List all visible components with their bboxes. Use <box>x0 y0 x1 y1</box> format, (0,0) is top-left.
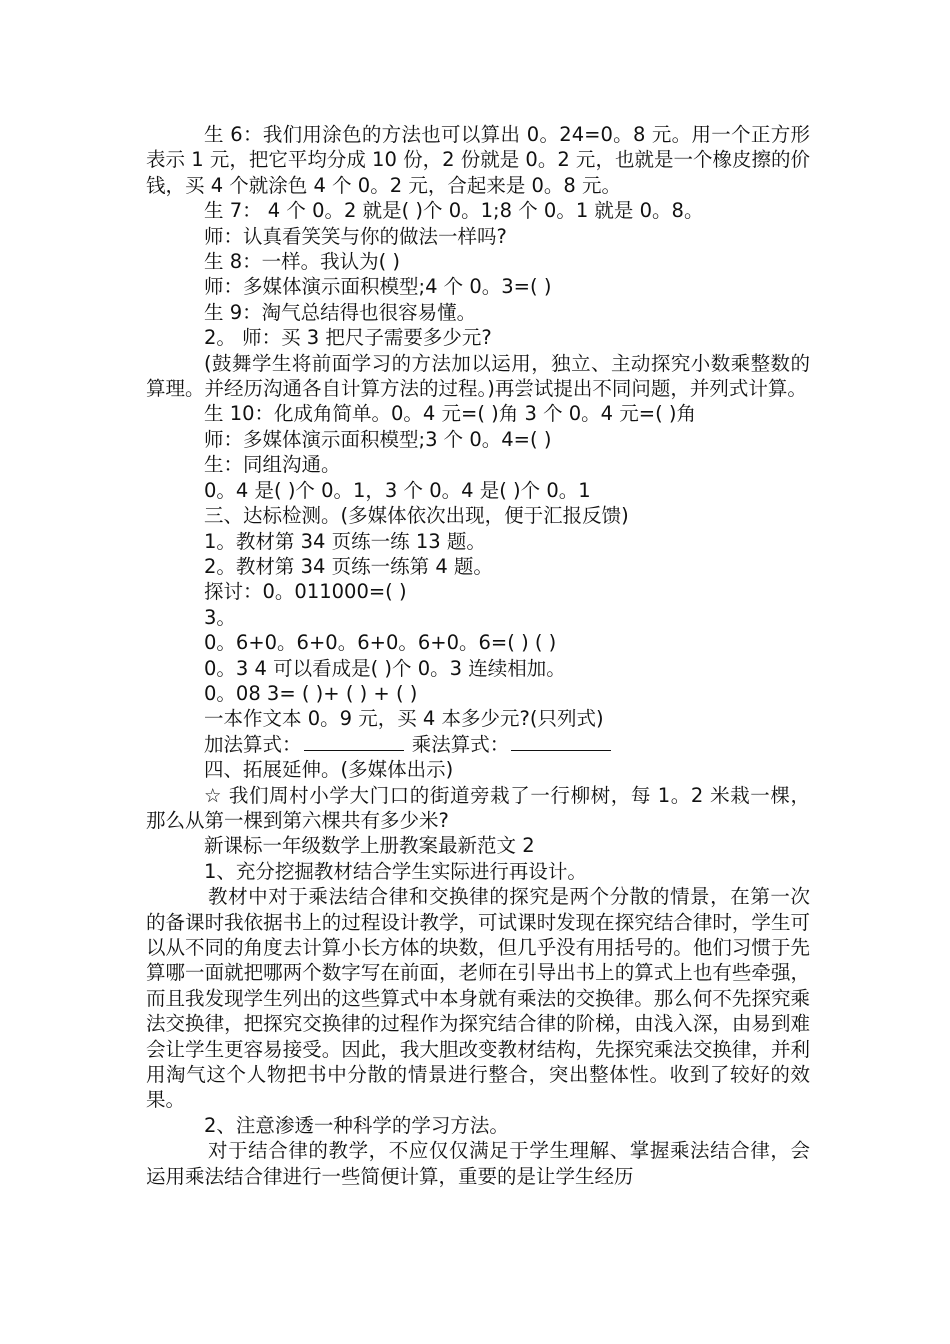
section-heading: 四、拓展延伸。(多媒体出示) <box>204 758 454 782</box>
paragraph: 生 10：化成角简单。0。4 元=( )角 3 个 0。4 元=( )角 <box>204 402 697 426</box>
paragraph: 师：认真看笑笑与你的做法一样吗? <box>204 224 507 248</box>
mul-formula-label: 乘法算式： <box>411 732 510 756</box>
paragraph: 生 7： 4 个 0。2 就是( )个 0。1;8 个 0。1 就是 0。8。 <box>204 199 704 223</box>
paragraph: 3。 <box>204 605 236 629</box>
section-heading: 三、达标检测。(多媒体依次出现，便于汇报反馈) <box>204 504 629 528</box>
mul-formula-blank <box>511 732 611 751</box>
paragraph: (鼓舞学生将前面学习的方法加以运用，独立、主动探究小数乘整数的算理。并经历沟通各自计算方法的过程。)再尝试提出不同问题，并列式计算。 <box>146 351 810 401</box>
section-heading: 1、充分挖掘教材结合学生实际进行再设计。 <box>204 859 587 883</box>
section-heading: 2、注意渗透一种科学的学习方法。 <box>204 1113 509 1137</box>
paragraph: 2。教材第 34 页练一练第 4 题。 <box>204 554 493 578</box>
paragraph: 1。教材第 34 页练一练 13 题。 <box>204 529 486 553</box>
paragraph: 师：多媒体演示面积模型;3 个 0。4=( ) <box>204 427 552 451</box>
paragraph: 0。6+0。6+0。6+0。6+0。6=( ) ( ) <box>204 631 557 655</box>
paragraph: 0。3 4 可以看成是( )个 0。3 连续相加。 <box>204 656 566 680</box>
paragraph: 师：多媒体演示面积模型;4 个 0。3=( ) <box>204 275 552 299</box>
document-title: 新课标一年级数学上册教案最新范文 2 <box>204 834 535 858</box>
paragraph: 生 9：淘气总结得也很容易懂。 <box>204 300 477 324</box>
add-formula-blank <box>304 732 404 751</box>
paragraph: 对于结合律的教学，不应仅仅满足于学生理解、掌握乘法结合律，会运用乘法结合律进行一些简便计算，重要的是让学生经历 <box>146 1139 810 1188</box>
document-body <box>146 122 810 1189</box>
add-formula-label: 加法算式： <box>204 732 302 756</box>
paragraph: 0。4 是( )个 0。1，3 个 0。4 是( )个 0。1 <box>204 478 591 502</box>
paragraph: 教材中对于乘法结合律和交换律的探究是两个分散的情景，在第一次的备课时我依据书上的过程设计教学，可试课时发现在探究结合律时，学生可以从不同的角度去计算小长方体的块数，但几乎没有用括号的。他们习惯于先算哪一面就把哪两个数字写在前面，老师在引导出书上的算式上也有些牵强，而且我发现学生列出的这些算式中本身就有乘法的交换律。那么何不先探究乘法交换律，把探究交换律的过程作为探究结合律的阶梯，由浅入深，由易到难会让学生更容易接受。因此，我大胆改变教材结构，先探究乘法交换律，并利用淘气这个人物把书中分散的情景进行整合，突出整体性。收到了较好的效果。 <box>146 885 810 1112</box>
paragraph: 生 6：我们用涂色的方法也可以算出 0。24=0。8 元。用一个正方形表示 1 元，把它平均分成 10 份，2 份就是 0。2 元，也就是一个橡皮擦的价钱，买 4 个就涂色 4 个 0。2 元，合起来是 0。8 元。 <box>146 123 810 197</box>
paragraph: 生：同组沟通。 <box>204 453 341 477</box>
paragraph: 生 8：一样。我认为( ) <box>204 250 401 274</box>
formula-line <box>146 732 810 757</box>
paragraph: 0。08 3= ( )+ ( ) + ( ) <box>204 681 418 705</box>
paragraph: ☆ 我们周村小学大门口的街道旁栽了一行柳树，每 1。2 米栽一棵，那么从第一棵到第六棵共有多少米? <box>146 783 810 832</box>
paragraph: 探讨：0。011000=( ) <box>204 580 407 604</box>
paragraph: 一本作文本 0。9 元，买 4 本多少元?(只列式) <box>204 707 604 731</box>
paragraph: 2。 师：买 3 把尺子需要多少元? <box>204 326 492 350</box>
